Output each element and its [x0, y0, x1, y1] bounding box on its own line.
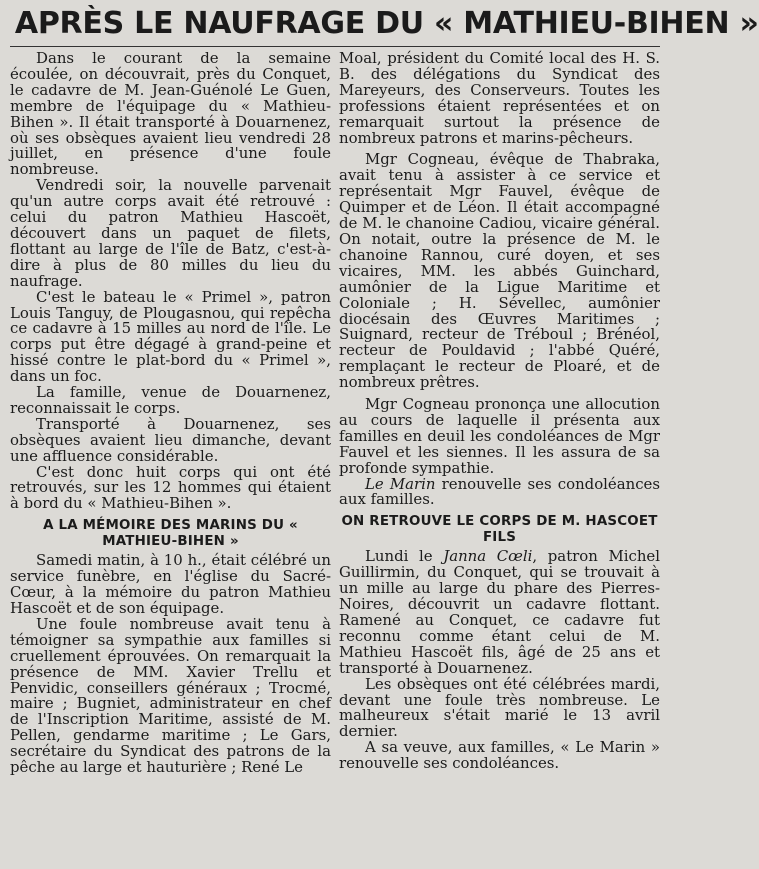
section-heading-hascoet: ON RETROUVE LE CORPS DE M. HASCOET FILS	[341, 514, 658, 545]
paragraph	[339, 549, 660, 676]
paragraph: Dans le courant de la semaine écoulée, on découvrait, près du Conquet, le cadavre de M. Jean-Guénolé Le Guen, membre de l'équipage du « Mathieu-Bihen ». Il était transporté à Douarnenez, où ses obsèques avaient lieu vendredi 28 juillet, en présence d'une foule nombreuse.	[10, 49, 331, 179]
paragraph: Vendredi soir, la nouvelle parvenait qu'un autre corps avait été retrouvé : celui du patron Mathieu Hascoët, découvert dans un paquet de filets, flottant au large de l'île de Batz, c'est-à-dire à plus de 80 milles du lieu du naufrage.	[10, 176, 331, 290]
paragraph-text: renouvelle ses condoléances aux familles.	[339, 474, 660, 509]
paragraph-marin	[339, 474, 660, 509]
headline-rule	[10, 46, 660, 47]
paragraph-text: Lundi le	[365, 547, 444, 566]
paragraph: Samedi matin, à 10 h., était célébré un service funèbre, en l'église du Sacré-Cœur, à la mémoire du patron Mathieu Hascoët et de son équipage.	[10, 551, 331, 617]
newspaper-name: Le Marin	[365, 474, 436, 493]
paragraph: Mgr Cogneau prononça une allocution au cours de laquelle il présenta aux familles en deuil les condoléances de Mgr Fauvel et les siennes. Il les assura de sa profonde sympathie.	[339, 395, 660, 477]
paragraph: C'est donc huit corps qui ont été retrouvés, sur les 12 hommes qui étaient à bord du « Mathieu-Bihen ».	[10, 462, 331, 513]
boat-name: Janna Cœli	[443, 547, 533, 566]
paragraph: Une foule nombreuse avait tenu à témoigner sa sympathie aux familles si cruellement éprouvées. On remarquait la présence de MM. Xavier Trellu et Penvidic, conseillers généraux ; Trocmé, maire ; Bugniet, administrateur en chef de l'Inscription Maritime, assisté de M. Pellen, gendarme maritime ; Le Gars, secrétaire du Syndicat des patrons de la pêche au large et hauturière ; René Le	[10, 614, 331, 777]
section-heading-memoire: A LA MÉMOIRE DES MARINS DU « MATHIEU-BIHEN »	[43, 518, 298, 549]
left-column	[10, 51, 331, 776]
right-column	[339, 51, 660, 776]
paragraph: Transporté à Douarnenez, ses obsèques avaient lieu dimanche, devant une affluence considérable.	[10, 414, 331, 465]
article-columns	[10, 51, 660, 776]
paragraph: La famille, venue de Douarnenez, reconnaissait le corps.	[10, 383, 331, 417]
paragraph-continued: Moal, président du Comité local des H. S. B. des délégations du Syndicat des Mareyeurs, des Conserveurs. Toutes les professions étaient représentées et on remarquait surtout la présence de nombreux patrons et marins-pêcheurs.	[339, 49, 660, 147]
paragraph: Mgr Cogneau, évêque de Thabraka, avait tenu à assister à ce service et représentait Mgr Fauvel, évêque de Quimper et de Léon. Il était accompagné de M. le chanoine Cadiou, vicaire général. On notait, outre la présence de M. le chanoine Rannou, curé doyen, et ses vicaires, MM. les abbés Guinchard, aumônier de la Ligue Maritime et Coloniale ; H. Sévellec, aumônier diocésain des Œuvres Maritimes ; Suignard, recteur de Tréboul ; Brénéol, recteur de Pouldavid ; l'abbé Quéré, remplaçant le recteur de Ploaré, et de nombreux prêtres.	[339, 150, 660, 392]
paragraph-text: , patron Michel Guillirmin, du Conquet, qui se trouvait à un mille au large du phare des Pierres-Noires, découvrit un cadavre flottant. Ramené au Conquet, ce cadavre fut reconnu comme étant celui de M. Mathieu Hascoët fils, âgé de 25 ans et transporté à Douarnenez.	[339, 547, 660, 677]
paragraph: C'est le bateau le « Primel », patron Louis Tanguy, de Plougasnou, qui repêcha ce cadavre à 15 milles au nord de l'île. Le corps put être dégagé à grand-peine et hissé contre le plat-bord du « Primel », dans un foc.	[10, 287, 331, 386]
paragraph: Les obsèques ont été célébrées mardi, devant une foule très nombreuse. Le malheureux s'était marié le 13 avril dernier.	[339, 674, 660, 741]
paragraph: A sa veuve, aux familles, « Le Marin » renouvelle ses condoléances.	[339, 738, 660, 773]
headline: APRÈS LE NAUFRAGE DU « MATHIEU-BIHEN »	[14, 6, 759, 41]
